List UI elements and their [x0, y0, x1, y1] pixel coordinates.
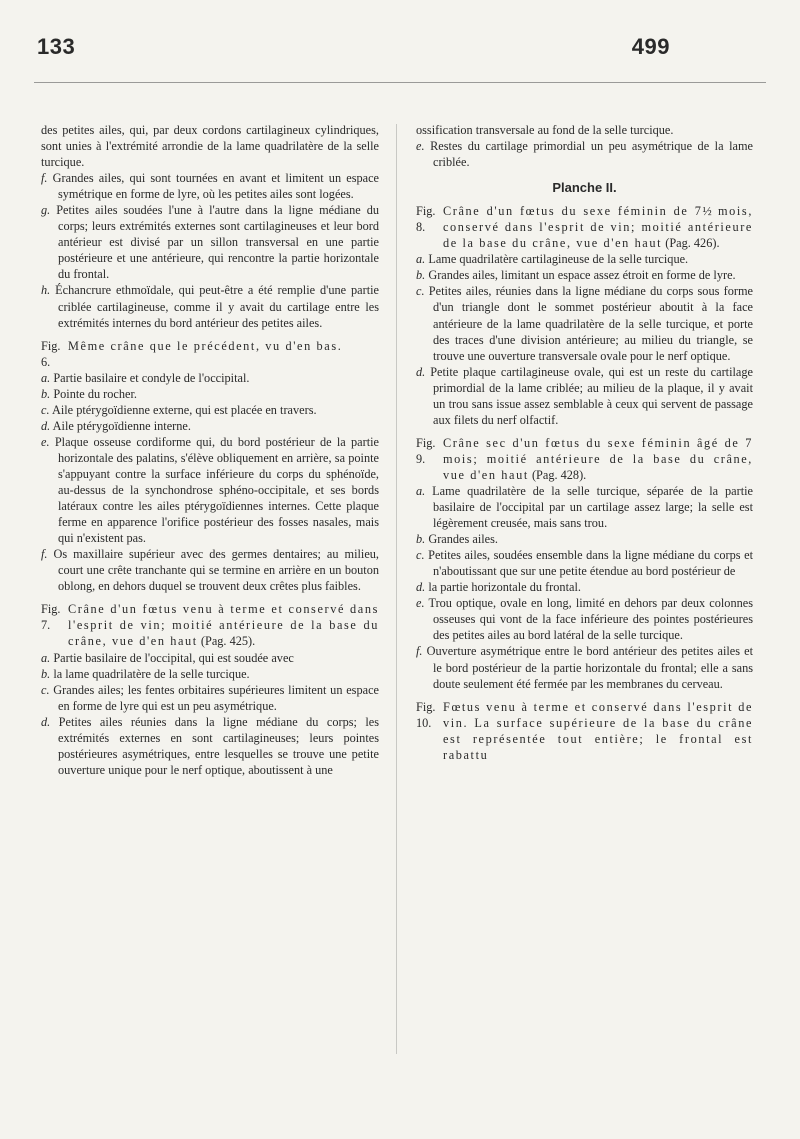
item-label: d.	[41, 418, 51, 433]
list-item	[41, 386, 379, 402]
figure-label: Fig. 6.	[41, 338, 61, 369]
item-label: e.	[416, 596, 425, 611]
item-text: Petites ailes, soudées ensemble dans la ligne médiane du corps et n'aboutissant que sur une petite étendue au bord postérieur de	[428, 548, 753, 579]
figure-label: Fig. 9.	[416, 435, 436, 466]
list-item	[41, 170, 379, 202]
item-text: Partie basilaire de l'occipital, qui est soudée avec	[53, 650, 294, 665]
item-text: la lame quadrilatère de la selle turcique.	[53, 666, 250, 681]
item-text: Aile ptérygoïdienne interne.	[52, 418, 191, 433]
item-label: f.	[41, 171, 48, 186]
list-item	[416, 283, 753, 363]
list-item	[416, 547, 753, 579]
item-label: c.	[41, 402, 50, 417]
list-item	[416, 483, 753, 531]
figure-label: Fig. 7.	[41, 602, 61, 633]
item-text: Petites ailes soudées l'une à l'autre dans la ligne médiane du corps; leurs extrémités externes sont cartilagineuses et leur bord antérieur est divisé par un sillon transversal en une partie postérieure et une antérieure, qui rencontre la partie horizontale du frontal.	[56, 203, 379, 282]
list-item	[41, 370, 379, 386]
right-column	[416, 122, 753, 763]
item-label: f.	[416, 644, 423, 659]
list-item	[416, 531, 753, 547]
item-text: Trou optique, ovale en long, limité en dehors par deux colonnes osseuses qui vont de la face inférieure des pointes postérieures des petites ailes au bord latéral de la selle turcique.	[428, 596, 753, 643]
item-label: g.	[41, 203, 51, 218]
list-item	[41, 666, 379, 682]
entry-text: ossification transversale au fond de la selle turcique.	[416, 123, 674, 137]
figure-caption: Crâne sec d'un fœtus du sexe féminin âgé de 7 mois; moitié antérieure de la base du crâne, vue d'en haut	[443, 435, 753, 482]
item-label: a.	[41, 650, 51, 665]
item-label: a.	[416, 483, 426, 498]
item-text: Os maxillaire supérieur avec des germes dentaires; au milieu, court une crête tranchante qui se termine en arrière en un bouton oblong, en dehors duquel se trouvent deux crêtes plus faibles.	[53, 547, 380, 594]
figure-9-caption	[416, 435, 753, 483]
item-label: a.	[41, 370, 51, 385]
page-reference: (Pag. 428).	[531, 467, 587, 482]
figure-caption: Crâne d'un fœtus du sexe féminin de 7	[443, 204, 703, 219]
item-text: Lame quadrilatère de la selle turcique, séparée de la partie basilaire de l'occipital par un cartilage assez large; la selle est légèrement creusée, mais sans trou.	[432, 483, 753, 531]
fraction: ½	[702, 204, 712, 219]
item-label: e.	[416, 139, 425, 154]
left-column	[41, 122, 379, 778]
list-item	[41, 714, 379, 778]
figure-caption-cont: mois, conservé dans l'esprit de vin; moitié antérieure de la base du crâne, vue d'en haut	[443, 204, 753, 251]
item-label: b.	[416, 532, 426, 547]
item-text: Lame quadrilatère cartilagineuse de la selle turcique.	[428, 252, 689, 267]
list-item	[41, 546, 379, 594]
list-item	[416, 579, 753, 595]
plate-title: Planche II.	[552, 180, 617, 196]
figure-label: Fig. 10.	[416, 699, 436, 730]
item-text: Petites ailes réunies dans la ligne médiane du corps; les extrémités externes en sont cartilagineuses; leurs pointes postérieures asymétriques, entre lesquelles se trouve une petite ouverture unique pour le nerf optique, aboutissent à une	[58, 714, 380, 777]
item-text: Pointe du rocher.	[53, 386, 137, 401]
item-text: Restes du cartilage primordial un peu asymétrique de la lame criblée.	[430, 139, 753, 170]
list-item	[416, 138, 753, 170]
item-label: d.	[416, 364, 426, 379]
page-number-right: 499	[631, 34, 670, 59]
item-text: Petites ailes, réunies dans la ligne médiane du corps sous forme d'un triangle dont le sommet postérieur aboutit à la face antérieure de la lame quadrilatère de la selle turcique, et porte des traces d'une division antérieure; au milieu du triangle, se trouve une ouverture transversale ovale pour le nerf optique.	[428, 284, 753, 363]
item-label: e.	[41, 434, 50, 449]
list-item	[416, 643, 753, 691]
list-item	[41, 202, 379, 282]
header-rule	[34, 82, 766, 83]
item-label: c.	[41, 682, 50, 697]
figure-label: Fig. 8.	[416, 204, 436, 235]
list-item	[41, 282, 379, 330]
item-label: d.	[416, 580, 426, 595]
entry-text: des petites ailes, qui, par deux cordons cartilagineux cylindriques, sont unies à l'extrémité arrondie de la lame quadrilatère de la selle turcique.	[41, 123, 379, 170]
continued-paragraph	[41, 122, 379, 170]
item-text: Grandes ailes.	[428, 532, 498, 547]
figure-6-caption	[41, 338, 379, 370]
item-text: Partie basilaire et condyle de l'occipital.	[53, 370, 250, 385]
figure-caption: Fœtus venu à terme et conservé dans l'esprit de vin. La surface supérieure de la base du crâne est représentée tout entière; le frontal est rabattu	[443, 699, 753, 762]
figure-10-caption	[416, 699, 753, 763]
item-text: Petite plaque cartilagineuse ovale, qui est un reste du cartilage primordial de la lame criblée; au milieu de la plaque, il y avait un trou sans issue assez semblable à ceux qui servent de passage aux filets du nerf olfactif.	[430, 364, 753, 427]
item-text: Échancrure ethmoïdale, qui peut-être a été remplie d'une partie criblée cartilagineuse, comme il y avait du cartilage entre les extrémités internes du bord antérieur des petites ailes.	[55, 283, 379, 330]
continued-paragraph	[416, 122, 753, 138]
column-divider	[396, 124, 397, 1054]
item-text: la partie horizontale du frontal.	[428, 580, 581, 595]
item-label: c.	[416, 548, 425, 563]
item-label: d.	[41, 714, 51, 729]
list-item	[41, 682, 379, 714]
list-item	[41, 418, 379, 434]
item-label: c.	[416, 284, 425, 299]
item-label: b.	[41, 666, 51, 681]
list-item	[416, 267, 753, 283]
item-text: Grandes ailes; les fentes orbitaires supérieures limitent un espace en forme de lyre qui est un peu asymétrique.	[53, 682, 379, 713]
figure-7-caption	[41, 601, 379, 649]
item-label: b.	[41, 386, 51, 401]
page-number-left: 133	[37, 34, 76, 59]
item-label: b.	[416, 268, 426, 283]
item-label: a.	[416, 252, 426, 267]
list-item	[41, 434, 379, 546]
list-item	[416, 251, 753, 267]
list-item	[416, 595, 753, 643]
item-text: Ouverture asymétrique entre le bord antérieur des petites ailes et le bord postérieur de la partie horizontale du frontal; elle a sans doute seulement été fermée par les membranes du cerveau.	[426, 644, 754, 691]
item-text: Aile ptérygoïdienne externe, qui est placée en travers.	[51, 402, 317, 417]
item-label: h.	[41, 283, 51, 298]
figure-caption: Même crâne que le précédent, vu d'en bas.	[68, 338, 343, 353]
page-reference: (Pag. 426).	[665, 236, 720, 251]
item-text: Grandes ailes, qui sont tournées en avant et limitent un espace symétrique en forme de lyre, où les petites ailes sont logées.	[52, 171, 380, 202]
list-item	[41, 402, 379, 418]
figure-8-caption	[416, 203, 753, 251]
list-item	[416, 364, 753, 428]
page-reference: (Pag. 425).	[200, 634, 256, 649]
figure-caption: Crâne d'un fœtus venu à terme et conservé dans l'esprit de vin; moitié antérieure de la base du crâne, vue d'en haut	[68, 602, 379, 649]
item-label: f.	[41, 547, 48, 562]
list-item	[41, 650, 379, 666]
item-text: Plaque osseuse cordiforme qui, du bord postérieur de la partie horizontale des palatins, s'élève obliquement en arrière, sa pointe s'appuyant contre la surface inférieure du corps du sphénoïde, au-dessus de la synchondrose sphéno-occipitale, et ses bords latéraux contre les ailes ptérygoïdiennes internes. Cette plaque ferme en apparence l'orifice postérieur des fosses nasales, mais qui n'existent pas.	[54, 434, 380, 546]
item-text: Grandes ailes, limitant un espace assez étroit en forme de lyre.	[428, 268, 736, 283]
